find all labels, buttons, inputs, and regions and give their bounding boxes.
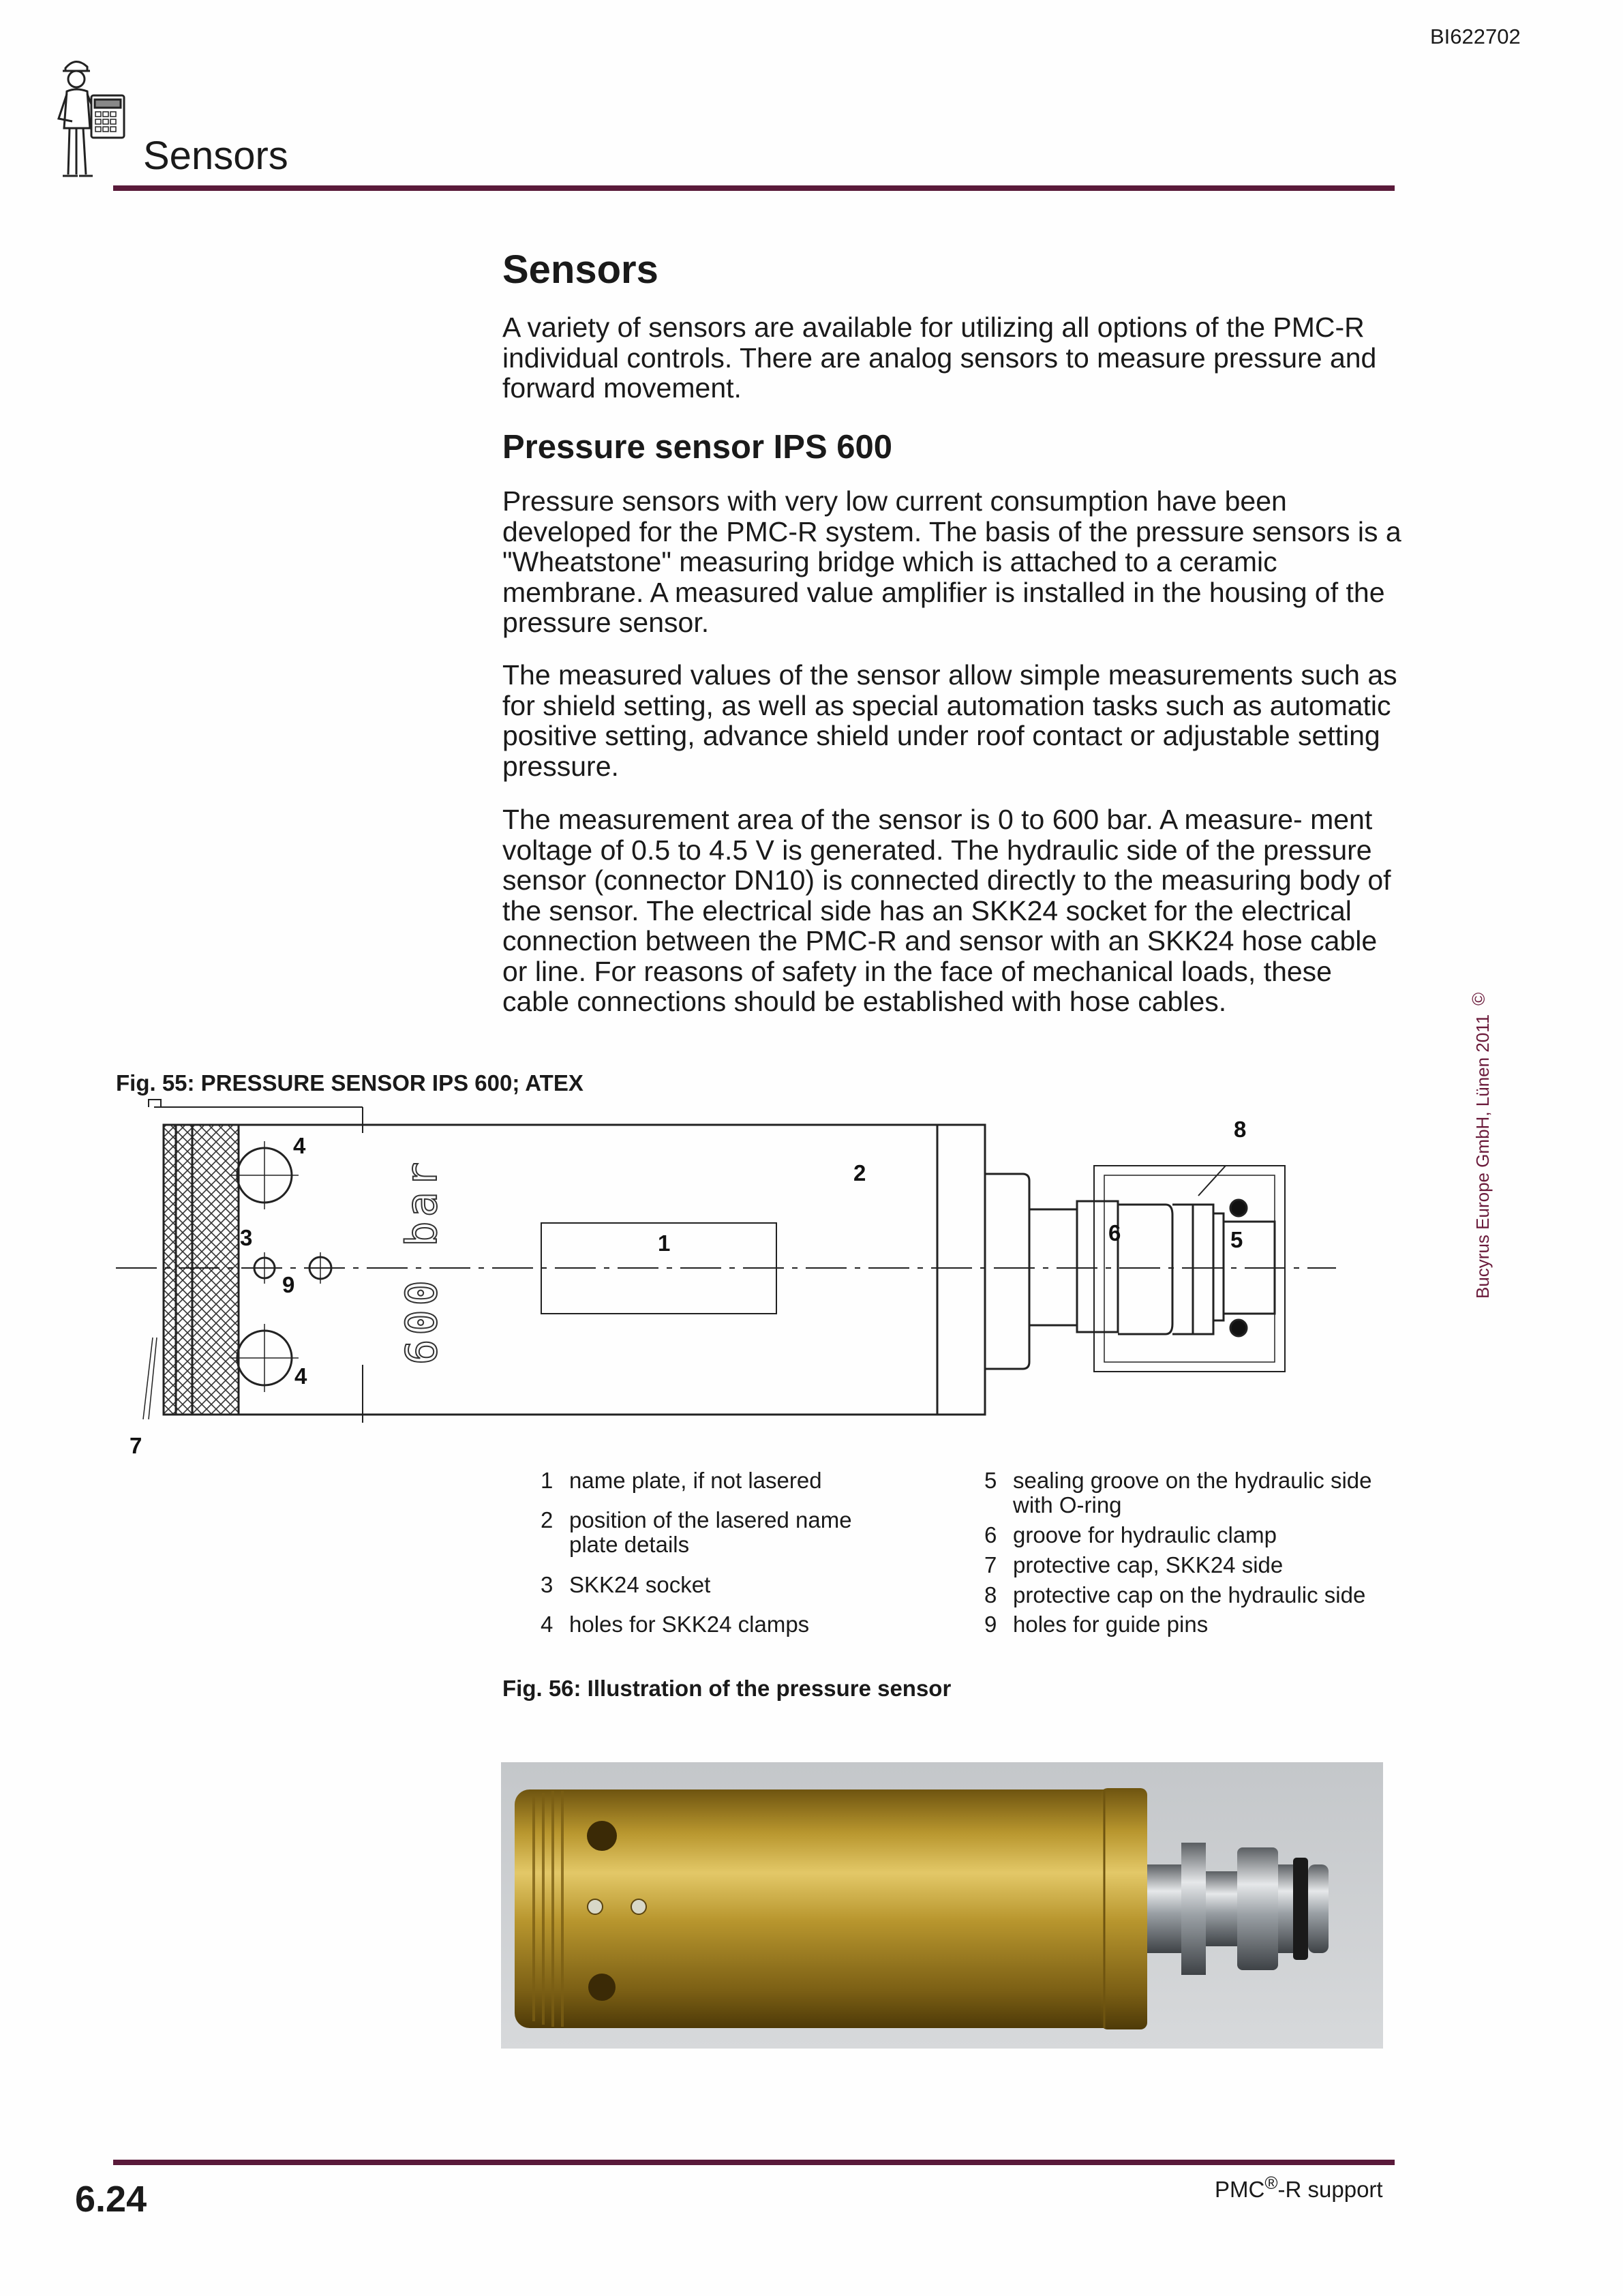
callout-5: 5 <box>1230 1227 1243 1252</box>
pressure-sensor-photo <box>501 1762 1383 2049</box>
subsection-heading: Pressure sensor IPS 600 <box>502 429 893 466</box>
callout-4-bottom: 4 <box>294 1363 307 1389</box>
intro-paragraph: A variety of sensors are available for utilizing all options of the PMC-R individual controls. There are analog sensors to measure pressure and forward movement. <box>502 312 1377 404</box>
header-title: Sensors <box>143 134 288 178</box>
callout-9: 9 <box>282 1272 295 1297</box>
document-id: BI622702 <box>1430 25 1521 48</box>
copyright-note <box>1464 982 1505 1302</box>
paragraph-2: The measured values of the sensor allow simple measurements such as for shield setting, as well as special automation tasks such as automatic positive setting, advance shield under roof contact or adjustable setting pressure. <box>502 659 1397 782</box>
callout-3: 3 <box>240 1225 253 1250</box>
worker-with-control-unit-icon <box>52 53 134 183</box>
figure-55-caption: Fig. 55: PRESSURE SENSOR IPS 600; ATEX <box>116 1070 583 1096</box>
engraving-text: 600 bar <box>397 1158 446 1365</box>
figure-56-caption: Fig. 56: Illustration of the pressure sensor <box>502 1676 952 1701</box>
callout-1: 1 <box>658 1230 671 1256</box>
callout-6: 6 <box>1108 1220 1121 1245</box>
callout-7: 7 <box>130 1433 142 1458</box>
section-heading: Sensors <box>502 247 658 292</box>
footer-brand: PMC®-R support <box>1215 2173 1383 2202</box>
callout-8: 8 <box>1234 1117 1247 1142</box>
callout-4-top: 4 <box>293 1133 306 1158</box>
callout-2: 2 <box>853 1160 866 1185</box>
paragraph-1: Pressure sensors with very low current consumption have been developed for the PMC-R system. The basis of the pressure sensors is a "Wheatstone" measuring bridge which is attached to a ceramic membrane. A measured value amplifier is installed in the housing of the pressure sensor. <box>502 485 1401 638</box>
copyright-symbol: © <box>1468 992 1489 1006</box>
paragraph-3: The measurement area of the sensor is 0 to 600 bar. A measure- ment voltage of 0.5 to 4.5 V is generated. The hydraulic side of the pressure sensor (connector DN10) is connected directly to the measuring body of the sensor. The electrical side has an SKK24 socket for the electrical connection between the PMC-R and sensor with an SKK24 hose cable or line. For reasons of safety in the face of mechanical loads, these cable connections should be established with hose cables. <box>502 804 1391 1017</box>
footer-rule <box>113 2160 1395 2165</box>
pressure-sensor-drawing <box>116 1099 1363 1481</box>
copyright-text: Bucyrus Europe GmbH, Lünen 2011 <box>1472 1014 1493 1299</box>
page-number: 6.24 <box>75 2179 147 2220</box>
header-rule <box>113 185 1395 191</box>
